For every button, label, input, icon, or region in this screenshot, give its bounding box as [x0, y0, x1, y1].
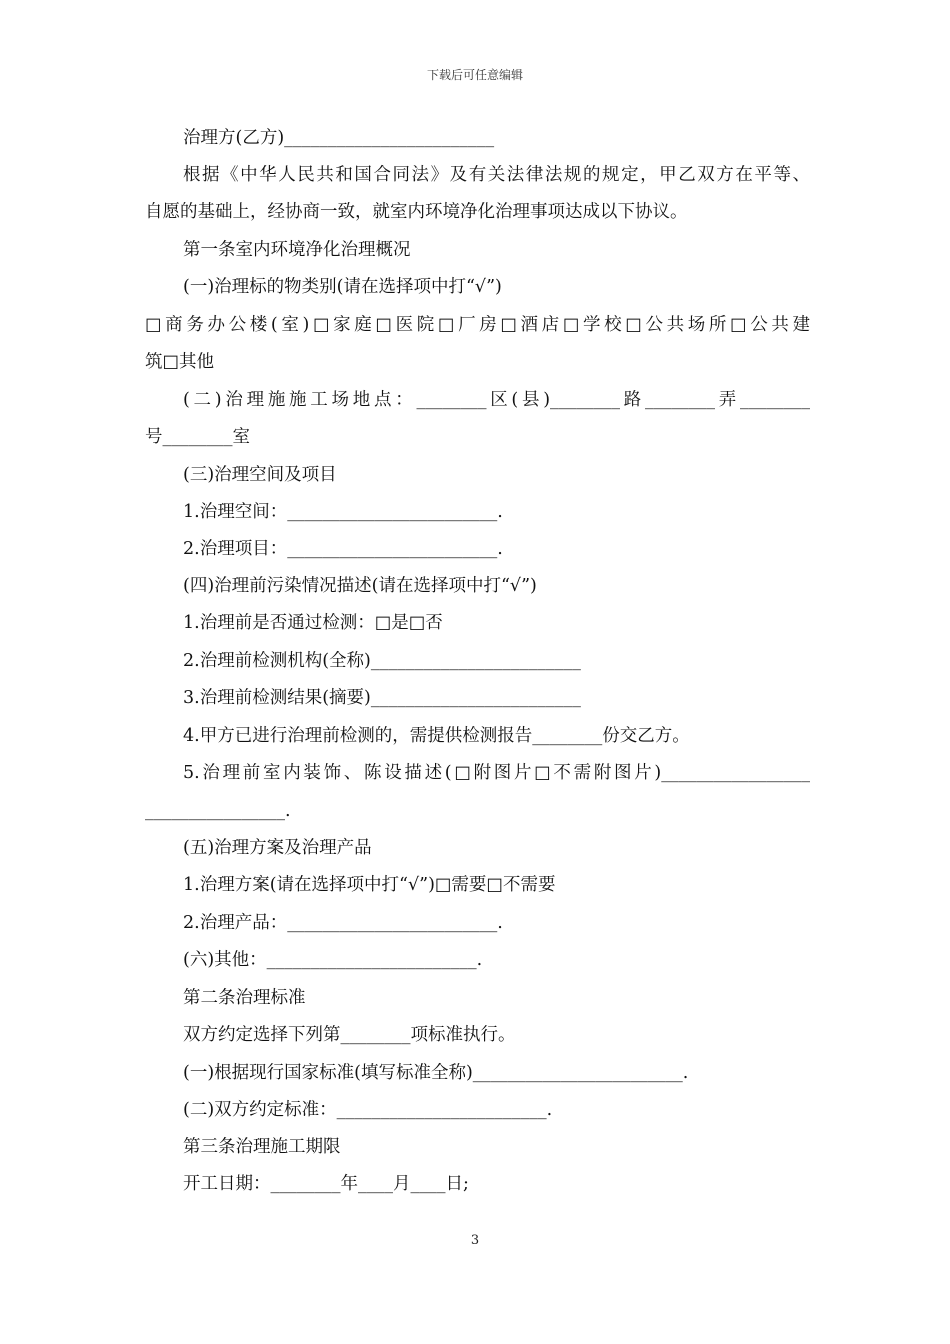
- section-4-heading: (四)治理前污染情况描述(请在选择项中打“√”): [183, 576, 537, 596]
- site-address-line-1: (二)治理施施工场地点：________区(县)________路________弄________: [183, 390, 810, 410]
- start-date-line: 开工日期：________年____月____日;: [183, 1174, 469, 1194]
- site-address-line-2: 号________室: [145, 427, 250, 447]
- treatment-plan-line: 1.治理方案(请在选择项中打“√”)□需要□不需要: [183, 875, 556, 895]
- section-5-heading: (五)治理方案及治理产品: [183, 838, 372, 858]
- article-1-heading: 第一条室内环境净化治理概况: [183, 240, 411, 260]
- treatment-items-line: 2.治理项目：________________________.: [183, 539, 503, 559]
- treatment-product-line: 2.治理产品：________________________.: [183, 913, 503, 933]
- decoration-description-line-2: ________________.: [145, 801, 291, 821]
- treatment-space-line: 1.治理空间：________________________.: [183, 502, 503, 522]
- page-number: 3: [470, 1233, 480, 1248]
- section-6-other-line: (六)其他：________________________.: [183, 950, 483, 970]
- decoration-description-line-1: 5.治理前室内装饰、陈设描述(□附图片□不需附图片)_________________: [183, 763, 810, 783]
- test-agency-line: 2.治理前检测机构(全称)________________________: [183, 651, 581, 671]
- section-3-heading: (三)治理空间及项目: [183, 465, 337, 485]
- agreed-standard-line: (二)双方约定标准：________________________.: [183, 1100, 553, 1120]
- test-result-line: 3.治理前检测结果(摘要)________________________: [183, 688, 581, 708]
- article-2-heading: 第二条治理标准: [183, 988, 306, 1008]
- party-b-line: 治理方(乙方)________________________: [183, 128, 495, 148]
- article-3-heading: 第三条治理施工期限: [183, 1137, 341, 1157]
- preamble-line-1: 根据《中华人民共和国合同法》及有关法律法规的规定，甲乙双方在平等、: [183, 165, 810, 185]
- preamble-line-2: 自愿的基础上，经协商一致，就室内环境净化治理事项达成以下协议。: [145, 202, 688, 222]
- category-options-line-1: □商务办公楼(室)□家庭□医院□厂房□酒店□学校□公共场所□公共建: [145, 315, 810, 335]
- page-header-note: 下载后可任意编辑: [426, 68, 523, 82]
- national-standard-line: (一)根据现行国家标准(填写标准全称)________________________.: [183, 1063, 689, 1083]
- test-report-line: 4.甲方已进行治理前检测的，需提供检测报告________份交乙方。: [183, 726, 690, 746]
- section-1-heading: (一)治理标的物类别(请在选择项中打“√”): [183, 277, 502, 297]
- standard-choice-line: 双方约定选择下列第________项标准执行。: [183, 1025, 516, 1045]
- pre-test-line: 1.治理前是否通过检测：□是□否: [183, 613, 443, 633]
- category-options-line-2: 筑□其他: [145, 352, 215, 372]
